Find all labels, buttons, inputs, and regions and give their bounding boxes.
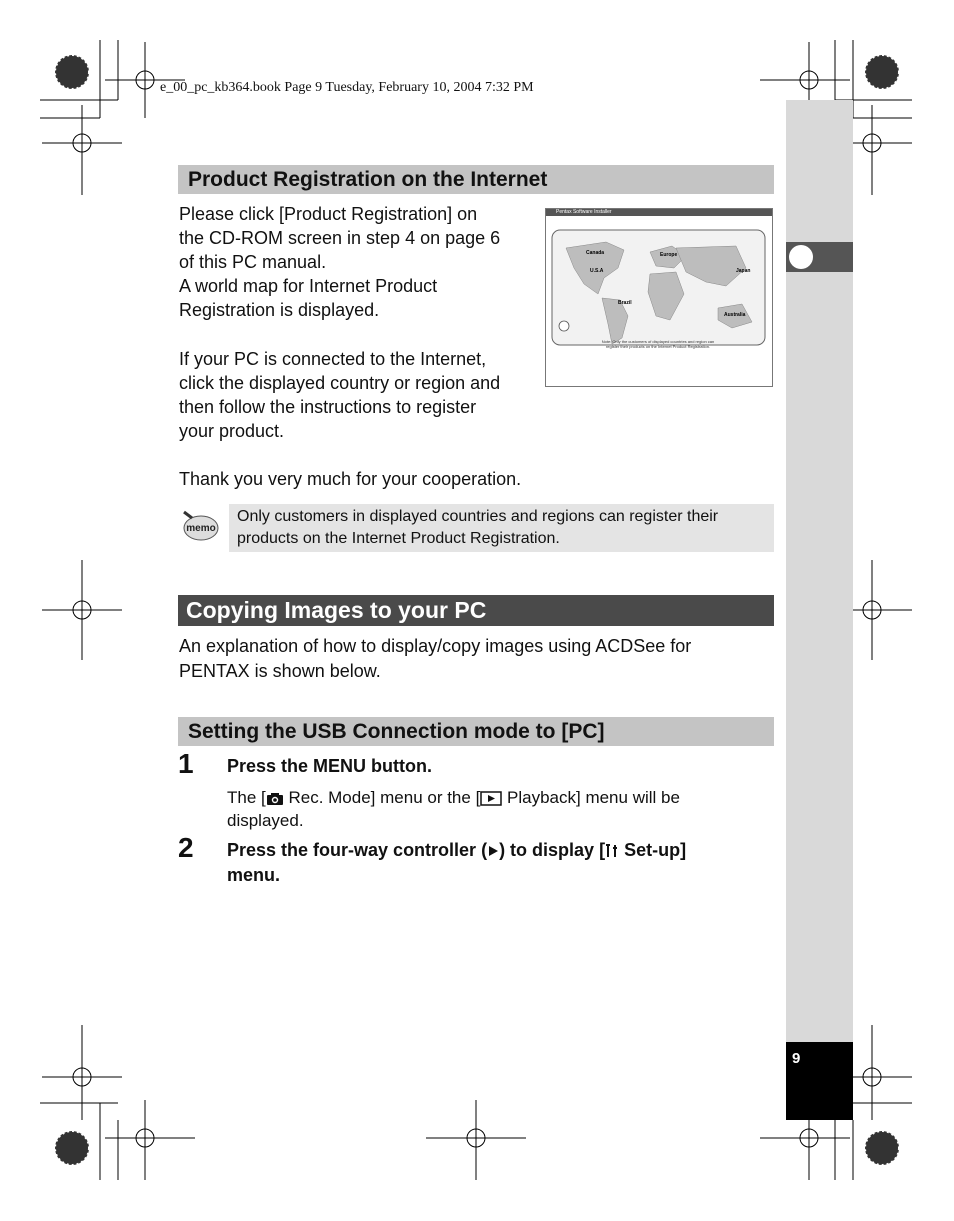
step-1-number: 1 [178, 748, 194, 779]
section-title-registration: Product Registration on the Internet [178, 165, 774, 194]
thanks-text: Thank you very much for your cooperation. [179, 469, 522, 489]
svg-text:memo: memo [186, 523, 216, 534]
map-label-brazil: Brazil [618, 300, 632, 306]
map-label-japan: Japan [736, 268, 751, 274]
map-label-europe: Europe [660, 252, 678, 258]
world-map-screenshot [545, 208, 773, 387]
playback-icon [480, 791, 502, 806]
camera-icon [266, 792, 284, 806]
memo-icon [180, 508, 220, 544]
window-titlebar: Pentax Software Installer [546, 209, 772, 216]
chapter-tab-circle [789, 245, 813, 269]
right-arrow-icon [487, 844, 499, 858]
setup-wrench-icon [605, 843, 619, 859]
map-label-canada: Canada [586, 250, 605, 256]
registration-paragraph-2: If your PC is connected to the Internet, click the displayed country or region and then follow the instructions to register your product. [179, 349, 501, 441]
page-number: 9 [792, 1050, 801, 1067]
map-label-usa: U.S.A [590, 268, 604, 274]
world-map-graphic [546, 216, 772, 386]
step-1-title: Press the MENU button. [227, 756, 433, 776]
print-header: e_00_pc_kb364.book Page 9 Tuesday, February 10, 2004 7:32 PM [160, 80, 534, 95]
memo-box: Only customers in displayed countries and regions can register their products on the Internet Product Registration. [229, 504, 774, 552]
section-title-usb: Setting the USB Connection mode to [PC] [178, 717, 774, 746]
section-title-copying: Copying Images to your PC [178, 595, 774, 626]
step-2-number: 2 [178, 832, 194, 863]
copying-intro: An explanation of how to display/copy images using ACDSee for PENTAX is shown below. [179, 636, 692, 681]
registration-paragraph-1: Please click [Product Registration] on the CD-ROM screen in step 4 on page 6 of this PC manual. A world map for Internet Product Registration is displayed. [179, 204, 501, 320]
map-back-icon [559, 321, 569, 331]
svg-text:register their products on the: register their products on the Internet Product Registration. [605, 344, 711, 349]
map-label-australia: Australia [724, 312, 746, 318]
svg-text:Note: Only the customers of di: Note: Only the customers of displayed countries and region can [601, 339, 715, 344]
step-1-body: The [ Rec. Mode] menu or the [ Playback] menu will be displayed. [227, 788, 680, 830]
step-2-title: Press the four-way controller ( ) to display [ Set-up] menu. [227, 840, 687, 885]
